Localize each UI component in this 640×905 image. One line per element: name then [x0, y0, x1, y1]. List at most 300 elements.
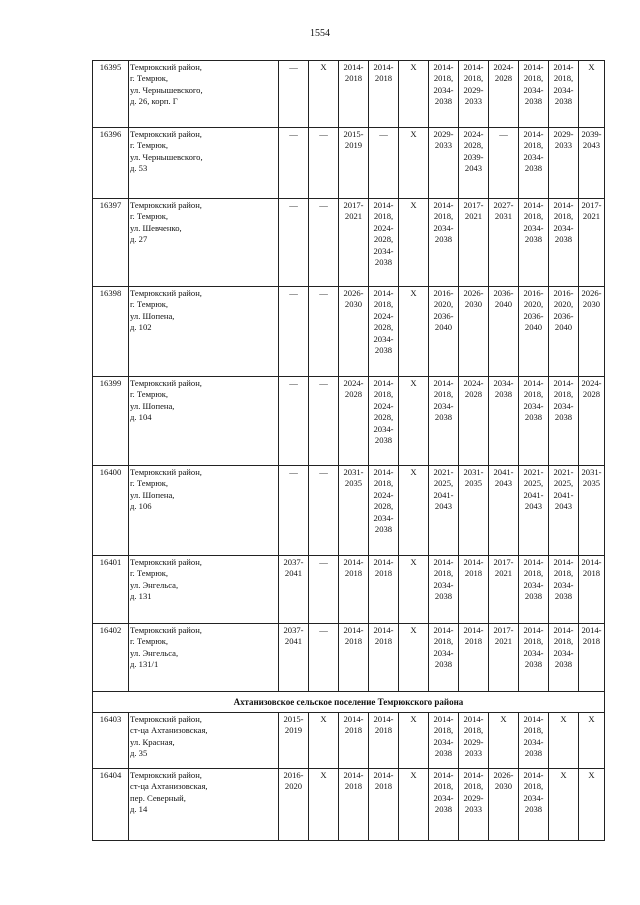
- period-line: 2038: [434, 659, 453, 670]
- address-line: г. Темрюк,: [130, 140, 169, 151]
- period-line: 2030: [464, 299, 483, 310]
- period-cell: [309, 624, 339, 692]
- address-line: Темрюкский район,: [130, 62, 202, 72]
- table-row: [93, 624, 605, 692]
- period-line: 2038: [434, 234, 453, 245]
- address-line: ул. Энгельса,: [130, 579, 179, 590]
- period-line: 2020,: [433, 299, 454, 310]
- period-cell: [309, 61, 339, 128]
- period-line: 2014-: [343, 62, 364, 72]
- period-line: 2028: [494, 73, 513, 84]
- period-cell: [429, 624, 459, 692]
- record-number: [93, 287, 129, 377]
- period-line: 2037-: [283, 557, 304, 567]
- period-cell: [309, 713, 339, 769]
- period-line: 2038: [374, 345, 393, 356]
- period-line: 2024-: [463, 129, 484, 139]
- period-line: 2025,: [433, 478, 454, 489]
- period-line: 2018,: [553, 389, 574, 400]
- record-number-text: 16404: [99, 770, 122, 780]
- record-number-text: 16402: [99, 625, 122, 635]
- address-line: ул. Шопена,: [130, 489, 175, 500]
- record-number: [93, 61, 129, 128]
- period-line: Х: [588, 770, 595, 780]
- period-cell: [579, 199, 605, 287]
- period-line: 2034-: [523, 736, 544, 747]
- period-line: 2014-: [433, 770, 454, 780]
- period-cell: [369, 377, 399, 466]
- period-line: —: [319, 288, 328, 298]
- table-row: [93, 466, 605, 556]
- period-line: 2034-: [433, 736, 454, 747]
- period-cell: [459, 128, 489, 199]
- period-line: —: [499, 129, 508, 139]
- address-line: ул. Красная,: [130, 736, 175, 747]
- period-line: 2018,: [523, 73, 544, 84]
- period-cell: [339, 377, 369, 466]
- period-line: 2014-: [553, 62, 574, 72]
- period-line: Х: [320, 770, 327, 780]
- period-cell: [549, 377, 579, 466]
- period-line: 2024-: [373, 222, 394, 233]
- period-line: 2018,: [523, 140, 544, 151]
- period-line: 2018,: [523, 568, 544, 579]
- period-line: 2014-: [463, 62, 484, 72]
- period-line: 2034-: [523, 792, 544, 803]
- period-line: 2034-: [433, 84, 454, 95]
- record-number-text: 16399: [99, 378, 122, 388]
- period-cell: [459, 466, 489, 556]
- address-line: д. 106: [130, 501, 152, 512]
- period-line: 2021: [344, 211, 363, 222]
- record-number: [93, 466, 129, 556]
- period-line: 2018,: [523, 781, 544, 792]
- period-line: 2014-: [581, 625, 602, 635]
- period-line: 2034-: [523, 222, 544, 233]
- period-cell: [579, 556, 605, 624]
- period-cell: [279, 466, 309, 556]
- period-line: 2018: [344, 725, 363, 736]
- period-cell: [399, 199, 429, 287]
- period-cell: [459, 377, 489, 466]
- address-line: д. 26, корп. Г: [130, 96, 178, 107]
- address-line: г. Темрюк,: [130, 389, 169, 400]
- period-line: 2016-: [433, 288, 454, 298]
- period-line: 2031-: [343, 467, 364, 477]
- table-row: [93, 377, 605, 466]
- record-number: [93, 624, 129, 692]
- period-line: 2018: [374, 568, 393, 579]
- address-cell: [129, 128, 279, 199]
- period-line: 2034-: [373, 333, 394, 344]
- period-line: 2020,: [553, 299, 574, 310]
- period-line: 2034-: [433, 647, 454, 658]
- address-cell: [129, 287, 279, 377]
- period-line: 2018,: [523, 636, 544, 647]
- period-cell: [339, 128, 369, 199]
- address-line: д. 53: [130, 163, 148, 174]
- period-cell: [429, 556, 459, 624]
- address-line: г. Темрюк,: [130, 478, 169, 489]
- period-line: —: [289, 200, 298, 210]
- period-line: 2038: [554, 659, 573, 670]
- period-line: 2041: [284, 636, 303, 647]
- period-line: 2018: [374, 725, 393, 736]
- period-line: 2028: [582, 389, 601, 400]
- period-line: 2028: [344, 389, 363, 400]
- record-number: [93, 199, 129, 287]
- period-line: 2020: [284, 781, 303, 792]
- period-cell: [399, 61, 429, 128]
- period-line: 2014-: [433, 378, 454, 388]
- address-cell: [129, 624, 279, 692]
- period-line: —: [289, 129, 298, 139]
- period-cell: [399, 556, 429, 624]
- period-line: 2043: [582, 140, 601, 151]
- period-line: 2014-: [523, 129, 544, 139]
- address-line: д. 131/1: [130, 659, 159, 670]
- period-line: 2035: [344, 478, 363, 489]
- period-line: 2014-: [373, 714, 394, 724]
- period-cell: [549, 128, 579, 199]
- period-cell: [489, 769, 519, 841]
- period-line: 2034-: [553, 647, 574, 658]
- address-line: д. 102: [130, 322, 152, 333]
- period-line: 2021: [494, 636, 513, 647]
- period-cell: [459, 713, 489, 769]
- period-cell: [549, 61, 579, 128]
- address-cell: [129, 713, 279, 769]
- table-row: [93, 199, 605, 287]
- period-line: 2038: [554, 234, 573, 245]
- period-line: 2014-: [433, 200, 454, 210]
- period-line: 2020,: [523, 299, 544, 310]
- period-line: Х: [560, 714, 567, 724]
- period-line: 2029-: [433, 129, 454, 139]
- period-line: 2034-: [553, 579, 574, 590]
- record-number-text: 16403: [99, 714, 122, 724]
- period-cell: [339, 556, 369, 624]
- address-line: ст-ца Ахтанизовская,: [130, 781, 208, 792]
- period-cell: [339, 624, 369, 692]
- period-line: Х: [410, 625, 417, 635]
- record-number-text: 16401: [99, 557, 122, 567]
- period-line: Х: [410, 129, 417, 139]
- period-line: 2030: [344, 299, 363, 310]
- period-line: 2014-: [373, 625, 394, 635]
- period-cell: [279, 61, 309, 128]
- period-line: 2015-: [283, 714, 304, 724]
- address-line: ул. Чернышевского,: [130, 84, 203, 95]
- record-number-text: 16397: [99, 200, 122, 210]
- address-line: Темрюкский район,: [130, 625, 202, 635]
- period-line: Х: [410, 62, 417, 72]
- period-cell: [549, 466, 579, 556]
- table-row: [93, 769, 605, 841]
- period-line: Х: [410, 557, 417, 567]
- record-number: [93, 769, 129, 841]
- period-line: 2034-: [553, 222, 574, 233]
- period-cell: [279, 199, 309, 287]
- period-line: 2041-: [433, 489, 454, 500]
- period-line: 2018,: [553, 636, 574, 647]
- period-cell: [339, 287, 369, 377]
- address-line: Темрюкский район,: [130, 288, 202, 298]
- period-line: 2021-: [433, 467, 454, 477]
- period-line: 2014-: [523, 200, 544, 210]
- address-line: ул. Шопена,: [130, 310, 175, 321]
- period-line: 2034-: [523, 579, 544, 590]
- period-line: 2043: [434, 501, 453, 512]
- period-line: 2018,: [523, 725, 544, 736]
- period-line: 2014-: [433, 625, 454, 635]
- period-line: Х: [410, 467, 417, 477]
- period-cell: [519, 556, 549, 624]
- period-line: 2018: [344, 781, 363, 792]
- period-cell: [279, 624, 309, 692]
- period-line: 2034-: [433, 579, 454, 590]
- period-line: 2028: [464, 389, 483, 400]
- period-line: 2024-: [343, 378, 364, 388]
- period-cell: [519, 769, 549, 841]
- period-line: 2038: [524, 163, 543, 174]
- period-cell: [369, 199, 399, 287]
- period-cell: [549, 624, 579, 692]
- period-line: 2034-: [373, 245, 394, 256]
- period-line: 2038: [374, 257, 393, 268]
- record-number: [93, 377, 129, 466]
- period-line: 2021: [464, 211, 483, 222]
- period-cell: [579, 377, 605, 466]
- period-line: 2027-: [493, 200, 514, 210]
- period-line: Х: [410, 378, 417, 388]
- period-cell: [339, 61, 369, 128]
- period-cell: [549, 287, 579, 377]
- period-line: 2019: [284, 725, 303, 736]
- period-line: 2018: [344, 568, 363, 579]
- period-line: 2021: [494, 568, 513, 579]
- period-line: 2033: [434, 140, 453, 151]
- period-cell: [339, 769, 369, 841]
- period-line: 2038: [524, 412, 543, 423]
- period-cell: [399, 287, 429, 377]
- period-line: 2038: [374, 524, 393, 535]
- period-line: 2014-: [463, 770, 484, 780]
- address-line: д. 35: [130, 748, 148, 759]
- address-line: д. 14: [130, 804, 148, 815]
- period-line: —: [319, 557, 328, 567]
- period-line: 2040: [554, 322, 573, 333]
- address-cell: [129, 466, 279, 556]
- period-line: 2033: [554, 140, 573, 151]
- period-line: 2014-: [373, 288, 394, 298]
- period-line: 2018: [464, 636, 483, 647]
- period-cell: [369, 713, 399, 769]
- address-line: г. Темрюк,: [130, 299, 169, 310]
- period-line: —: [289, 62, 298, 72]
- section-title: Ахтанизовское сельское поселение Темрюкского района: [93, 692, 605, 713]
- period-line: 2038: [374, 435, 393, 446]
- period-cell: [459, 769, 489, 841]
- period-line: 2030: [582, 299, 601, 310]
- period-line: 2018,: [553, 211, 574, 222]
- period-line: 2014-: [433, 714, 454, 724]
- period-line: 2018: [344, 73, 363, 84]
- period-cell: [279, 287, 309, 377]
- table-row: [93, 287, 605, 377]
- period-line: 2034-: [523, 647, 544, 658]
- period-line: 2018: [344, 636, 363, 647]
- period-line: 2018: [374, 73, 393, 84]
- period-line: 2026-: [343, 288, 364, 298]
- period-cell: [519, 287, 549, 377]
- period-line: 2018,: [433, 725, 454, 736]
- period-line: —: [289, 467, 298, 477]
- period-line: 2038: [434, 804, 453, 815]
- period-line: 2014-: [523, 557, 544, 567]
- period-cell: [519, 199, 549, 287]
- record-number-text: 16400: [99, 467, 122, 477]
- period-line: Х: [410, 770, 417, 780]
- period-cell: [579, 769, 605, 841]
- period-cell: [519, 713, 549, 769]
- period-line: 2040: [434, 322, 453, 333]
- period-line: Х: [410, 714, 417, 724]
- period-line: 2028,: [463, 140, 484, 151]
- period-line: 2043: [524, 501, 543, 512]
- period-line: 2038: [554, 591, 573, 602]
- period-line: 2014-: [373, 557, 394, 567]
- period-line: 2017-: [343, 200, 364, 210]
- period-cell: [399, 713, 429, 769]
- period-line: 2018,: [433, 781, 454, 792]
- period-line: 2024-: [373, 400, 394, 411]
- period-cell: [399, 128, 429, 199]
- period-line: 2014-: [523, 625, 544, 635]
- period-line: 2038: [434, 412, 453, 423]
- period-line: 2016-: [523, 288, 544, 298]
- period-cell: [489, 556, 519, 624]
- period-line: 2018,: [523, 389, 544, 400]
- period-line: 2018,: [523, 211, 544, 222]
- period-cell: [549, 199, 579, 287]
- period-line: 2026-: [463, 288, 484, 298]
- register-table: [92, 60, 605, 841]
- period-line: 2029-: [463, 792, 484, 803]
- period-line: 2033: [464, 96, 483, 107]
- period-line: 2028,: [373, 322, 394, 333]
- period-line: 2014-: [553, 200, 574, 210]
- address-line: пер. Северный,: [130, 792, 186, 803]
- table-row: [93, 556, 605, 624]
- period-cell: [489, 377, 519, 466]
- period-line: 2018,: [433, 211, 454, 222]
- period-line: 2039-: [463, 151, 484, 162]
- period-line: 2025,: [553, 478, 574, 489]
- period-line: 2018: [374, 781, 393, 792]
- period-cell: [399, 769, 429, 841]
- period-cell: [399, 624, 429, 692]
- period-line: 2021: [582, 211, 601, 222]
- period-line: 2014-: [373, 467, 394, 477]
- address-line: ул. Чернышевского,: [130, 151, 203, 162]
- period-cell: [489, 61, 519, 128]
- period-cell: [369, 466, 399, 556]
- period-line: 2018,: [433, 73, 454, 84]
- period-line: 2029-: [553, 129, 574, 139]
- period-line: Х: [588, 714, 595, 724]
- address-line: г. Темрюк,: [130, 636, 169, 647]
- period-line: 2019: [344, 140, 363, 151]
- period-line: 2025,: [523, 478, 544, 489]
- period-cell: [369, 556, 399, 624]
- address-line: д. 27: [130, 234, 148, 245]
- period-line: 2038: [494, 389, 513, 400]
- period-cell: [309, 769, 339, 841]
- period-cell: [339, 466, 369, 556]
- address-line: Темрюкский район,: [130, 378, 202, 388]
- address-line: Темрюкский район,: [130, 200, 202, 210]
- period-cell: [579, 713, 605, 769]
- address-line: ст-ца Ахтанизовская,: [130, 725, 208, 736]
- period-cell: [309, 556, 339, 624]
- period-cell: [459, 61, 489, 128]
- period-line: 2018,: [433, 389, 454, 400]
- period-cell: [579, 61, 605, 128]
- period-line: 2018: [374, 636, 393, 647]
- period-cell: [549, 713, 579, 769]
- period-line: —: [379, 129, 388, 139]
- period-line: 2035: [464, 478, 483, 489]
- period-cell: [549, 556, 579, 624]
- period-cell: [399, 377, 429, 466]
- period-line: Х: [588, 62, 595, 72]
- period-line: 2041-: [493, 467, 514, 477]
- period-line: 2024-: [493, 62, 514, 72]
- period-line: 2014-: [553, 625, 574, 635]
- period-line: 2028,: [373, 412, 394, 423]
- period-line: 2018,: [553, 568, 574, 579]
- period-cell: [369, 624, 399, 692]
- period-cell: [459, 199, 489, 287]
- period-cell: [369, 128, 399, 199]
- period-line: 2014-: [523, 714, 544, 724]
- period-line: —: [319, 378, 328, 388]
- period-line: 2030: [494, 781, 513, 792]
- period-line: —: [319, 200, 328, 210]
- period-line: 2014-: [343, 714, 364, 724]
- period-line: 2038: [434, 748, 453, 759]
- address-line: Темрюкский район,: [130, 714, 202, 724]
- period-line: 2037-: [283, 625, 304, 635]
- period-cell: [399, 466, 429, 556]
- period-line: 2024-: [373, 310, 394, 321]
- period-line: 2034-: [373, 423, 394, 434]
- period-line: 2014-: [523, 378, 544, 388]
- period-line: 2038: [524, 234, 543, 245]
- period-cell: [489, 624, 519, 692]
- period-cell: [519, 624, 549, 692]
- period-cell: [279, 377, 309, 466]
- table-row: [93, 61, 605, 128]
- period-line: Х: [320, 714, 327, 724]
- period-line: 2014-: [373, 62, 394, 72]
- period-cell: [339, 199, 369, 287]
- period-line: 2018,: [463, 73, 484, 84]
- period-cell: [429, 61, 459, 128]
- period-cell: [309, 199, 339, 287]
- address-line: ул. Энгельса,: [130, 647, 179, 658]
